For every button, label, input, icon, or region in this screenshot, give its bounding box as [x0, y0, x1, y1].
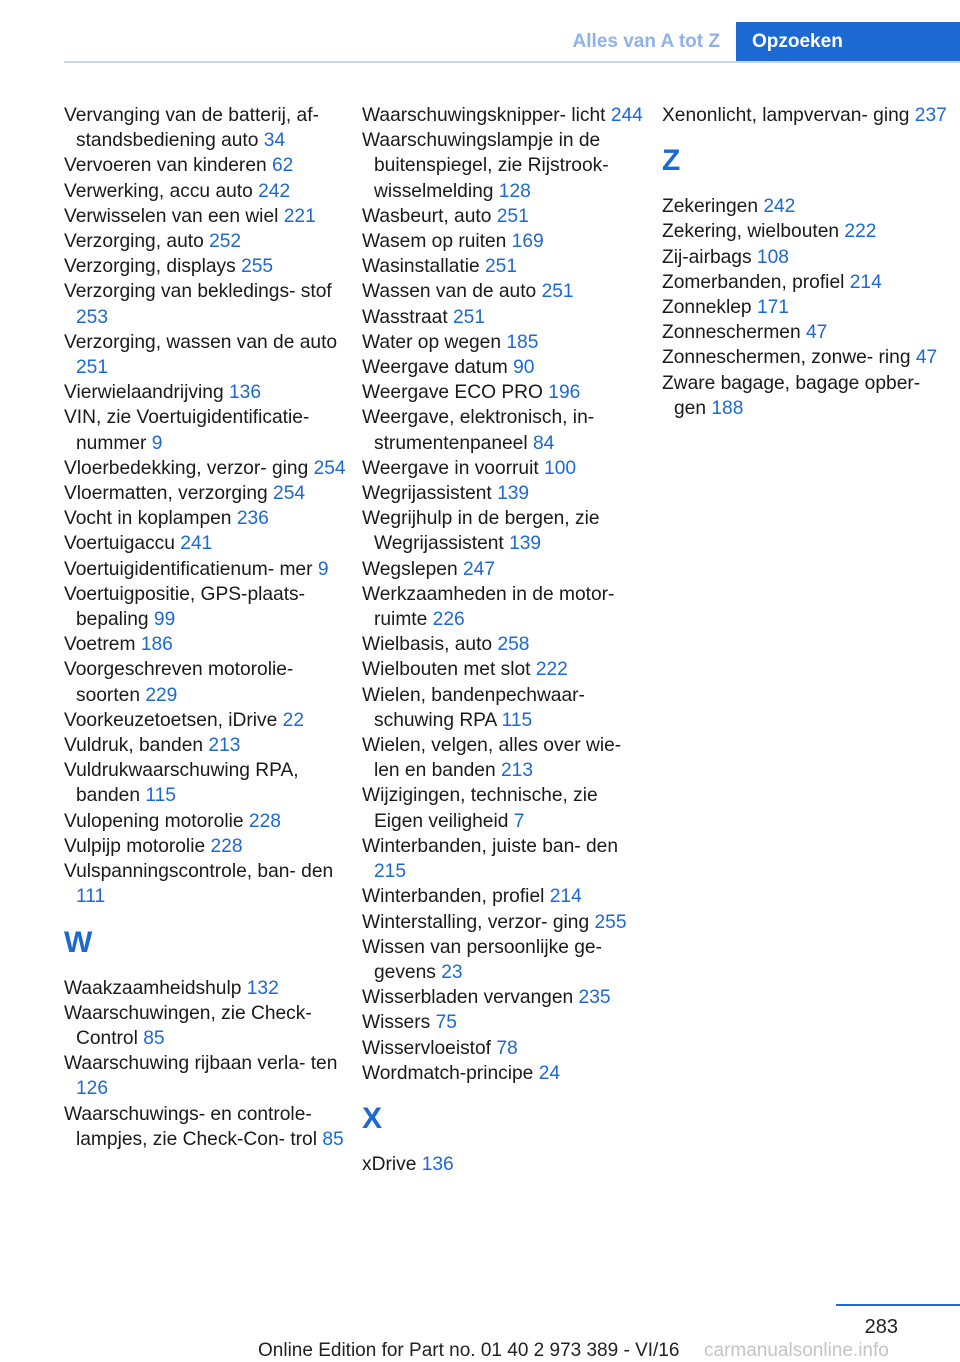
index-page-link[interactable]: 186: [140, 634, 173, 656]
index-entry: [64, 632, 354, 657]
index-entry-term: Verzorging, wassen van de auto: [64, 331, 338, 353]
index-entry-term: Vervanging van de batterij, af- standsbediening auto: [64, 105, 319, 152]
index-page-link[interactable]: 34: [263, 130, 286, 152]
index-entry: [662, 194, 952, 219]
index-entry: [662, 219, 952, 244]
index-entry-term: Voertuigaccu: [64, 533, 175, 555]
index-entry: [362, 254, 652, 279]
index-entry-term: Vulspanningscontrole, ban- den: [64, 861, 334, 883]
index-entry: [64, 582, 354, 632]
index-page-link[interactable]: 47: [915, 347, 938, 369]
index-page-link[interactable]: 244: [610, 105, 643, 126]
index-page-link[interactable]: 251: [76, 357, 109, 379]
index-column-1: [64, 103, 354, 1152]
index-entry: [64, 204, 354, 229]
index-entry: [362, 733, 652, 783]
index-page-link[interactable]: 228: [210, 835, 243, 857]
index-entry-term: Wassen van de auto: [362, 281, 537, 303]
index-page-link[interactable]: 237: [914, 105, 947, 126]
index-entry: [64, 481, 354, 506]
index-entry-term: Wielen, velgen, alles over wie- len en banden: [362, 735, 622, 782]
index-entry-term: Zonneklep: [662, 297, 752, 319]
index-entry: [64, 506, 354, 531]
index-entry: [362, 380, 652, 405]
index-page-link[interactable]: 126: [76, 1078, 109, 1100]
index-page-link[interactable]: 9: [151, 432, 163, 454]
index-entry-term: Waakzaamheidshulp: [64, 977, 242, 999]
index-page-link[interactable]: 62: [272, 155, 294, 177]
index-page-link[interactable]: 252: [209, 231, 242, 253]
index-entry: [64, 708, 354, 733]
index-entry-term: Vulpijp motorolie: [64, 835, 206, 857]
index-entry-term: Verzorging, displays: [64, 256, 236, 278]
index-page-link[interactable]: 136: [228, 382, 261, 404]
index-entry: [64, 1001, 354, 1051]
index-entry: [362, 279, 652, 304]
tab-opzoeken[interactable]: Opzoeken: [736, 22, 960, 62]
index-entry: [64, 657, 354, 707]
index-entry-term: Vulopening motorolie: [64, 810, 244, 832]
index-entry: [64, 229, 354, 254]
footer-divider: [836, 1304, 960, 1306]
index-entry-term: Zonneschermen, zonwe- ring: [662, 347, 911, 369]
index-page-link[interactable]: 251: [485, 256, 518, 278]
index-page-link[interactable]: 115: [145, 785, 176, 807]
index-entry-term: Wijzigingen, technische, zie Eigen veiligheid: [362, 785, 598, 832]
index-letter-heading: W: [64, 925, 93, 959]
index-page-link[interactable]: 24: [538, 1062, 561, 1084]
index-entry: [362, 884, 652, 909]
page-number: 283: [864, 1316, 898, 1338]
index-entry-term: Waarschuwings- en controle- lampjes, zie Check-Con- trol: [64, 1103, 317, 1150]
index-page-link[interactable]: 255: [594, 911, 627, 933]
index-column-2: [362, 103, 652, 1177]
index-entry: [362, 506, 652, 556]
index-entry-term: xDrive: [362, 1153, 417, 1175]
index-page-link[interactable]: 47: [806, 322, 828, 344]
index-page-link[interactable]: 136: [421, 1153, 454, 1175]
index-entry-term: Zekering, wielbouten: [662, 221, 840, 243]
index-entry: [662, 371, 952, 421]
index-entry: [64, 405, 354, 455]
index-entry: [64, 380, 354, 405]
index-entry-term: Zonneschermen: [662, 322, 801, 344]
index-page-link[interactable]: 171: [756, 297, 789, 319]
index-page-link[interactable]: 254: [313, 457, 346, 479]
index-entry-term: Voetrem: [64, 634, 136, 656]
index-page-link[interactable]: 128: [498, 180, 531, 202]
index-page-link[interactable]: 226: [432, 609, 465, 631]
index-entry-term: Werkzaamheden in de motor- ruimte: [362, 583, 615, 631]
index-page-link[interactable]: 100: [544, 457, 577, 479]
index-entry: [362, 456, 652, 481]
index-entry-term: Weergave ECO PRO: [362, 382, 543, 404]
index-page-link[interactable]: 255: [241, 256, 274, 278]
index-entry-term: Verwerking, accu auto: [64, 180, 253, 202]
index-entry: [64, 1102, 354, 1152]
index-entry-term: Waarschuwing rijbaan verla- ten: [64, 1053, 338, 1075]
index-page-link[interactable]: 214: [849, 271, 882, 293]
index-entry: [362, 910, 652, 935]
index-page-link[interactable]: 169: [511, 231, 544, 253]
index-entry-term: Weergave, elektronisch, in- strumentenpaneel: [362, 407, 595, 454]
index-page-link[interactable]: 222: [844, 221, 877, 243]
index-entry-term: Zware bagage, bagage opber- gen: [662, 372, 921, 419]
index-page-link[interactable]: 115: [501, 709, 533, 731]
index-entry-term: Verzorging van bekledings- stof: [64, 281, 332, 303]
index-entry: [64, 531, 354, 556]
index-entry: [362, 355, 652, 380]
index-page-link[interactable]: 85: [143, 1027, 165, 1049]
index-entry-term: Wasinstallatie: [362, 256, 480, 278]
index-page-link[interactable]: 215: [374, 861, 407, 883]
header-tabs: [548, 22, 960, 62]
header-divider: [64, 61, 960, 63]
index-entry-term: Wisserbladen vervangen: [362, 987, 574, 1009]
index-entry-term: Waarschuwingslampje in de buitenspiegel, zie Rijstrook- wisselmelding: [362, 130, 609, 202]
index-entry-term: Wasem op ruiten: [362, 231, 507, 253]
index-entry-term: Wasstraat: [362, 306, 448, 328]
index-letter-heading: X: [362, 1101, 383, 1135]
index-page-link[interactable]: 251: [453, 306, 486, 328]
index-entry-term: Wielbasis, auto: [362, 634, 493, 656]
index-entry: [362, 632, 652, 657]
index-entry-term: Waarschuwingen, zie Check- Control: [64, 1002, 312, 1049]
index-page-link[interactable]: 222: [535, 659, 568, 681]
index-page-link[interactable]: 251: [496, 205, 529, 227]
index-entry: [64, 279, 354, 329]
index-entry-term: Vierwielaandrijving: [64, 382, 224, 404]
index-entry-term: Winterstalling, verzor- ging: [362, 911, 590, 933]
index-entry-term: Wielbouten met slot: [362, 659, 531, 681]
index-entry-term: Vocht in koplampen: [64, 508, 232, 530]
index-entry: [362, 657, 652, 682]
index-entry-term: Verwisselen van een wiel: [64, 205, 279, 227]
index-entry-term: Verzorging, auto: [64, 231, 204, 253]
index-page-link[interactable]: 90: [513, 357, 535, 379]
index-entry-term: Zekeringen: [662, 196, 758, 218]
index-entry: [662, 270, 952, 295]
index-page-link[interactable]: 111: [76, 886, 106, 908]
index-entry-term: Weergave datum: [362, 357, 508, 379]
index-entry-term: Zomerbanden, profiel: [662, 271, 845, 293]
index-entry: [362, 985, 652, 1010]
index-page-link[interactable]: 196: [548, 382, 581, 404]
index-entry-term: Vloerbedekking, verzor- ging: [64, 457, 309, 479]
index-entry-term: Wordmatch-principe: [362, 1062, 534, 1084]
index-page-link[interactable]: 185: [506, 331, 539, 353]
index-page-link[interactable]: 9: [317, 558, 329, 580]
index-entry-term: Vervoeren van kinderen: [64, 155, 267, 177]
index-page-link[interactable]: 84: [532, 432, 555, 454]
index-page-link[interactable]: 85: [322, 1128, 344, 1150]
watermark-text: carmanualsonline.info: [704, 1340, 889, 1361]
edition-note: Online Edition for Part no. 01 40 2 973 389 - VI/16: [258, 1340, 680, 1361]
index-entry: [64, 330, 354, 380]
index-page-link[interactable]: 242: [763, 196, 796, 218]
index-entry-term: Winterbanden, juiste ban- den: [362, 835, 618, 857]
index-entry-term: Voorgeschreven motorolie- soorten: [64, 659, 294, 706]
index-page-link[interactable]: 139: [509, 533, 542, 555]
index-entry-term: Zij-airbags: [662, 246, 752, 268]
index-entry: [64, 834, 354, 859]
index-entry: [662, 345, 952, 370]
index-entry: [362, 834, 652, 884]
index-page-link[interactable]: 242: [258, 180, 291, 202]
index-entry-term: Wisservloeistof: [362, 1037, 492, 1059]
index-entry-term: Voertuigidentificatienum- mer: [64, 558, 313, 580]
index-entry: [662, 245, 952, 270]
index-entry: [64, 153, 354, 178]
index-entry-term: Voorkeuzetoetsen, iDrive: [64, 709, 278, 731]
index-entry-term: Vuldrukwaarschuwing RPA, banden: [64, 760, 299, 807]
index-entry: [362, 1061, 652, 1086]
index-entry: [362, 1152, 652, 1177]
index-entry: [362, 935, 652, 985]
index-entry: [662, 103, 952, 128]
index-entry-term: Wissers: [362, 1012, 431, 1034]
index-entry: [64, 733, 354, 758]
index-entry-term: Voertuigpositie, GPS-plaats- bepaling: [64, 583, 306, 631]
index-page-link[interactable]: 251: [541, 281, 574, 303]
index-page-link[interactable]: 258: [497, 634, 530, 656]
index-page-link[interactable]: 99: [153, 609, 176, 631]
index-entry: [362, 582, 652, 632]
index-entry-term: Wielen, bandenpechwaar- schuwing RPA: [362, 684, 585, 731]
index-entry-term: VIN, zie Voertuigidentificatie- nummer: [64, 407, 310, 454]
index-entry-term: Xenonlicht, lampvervan- ging: [662, 105, 910, 126]
index-page-link[interactable]: 254: [273, 483, 306, 505]
tab-section-title[interactable]: Alles van A tot Z: [548, 22, 736, 62]
index-entry: [362, 1010, 652, 1035]
index-entry: [362, 683, 652, 733]
index-entry: [362, 783, 652, 833]
index-entry-term: Vloermatten, verzorging: [64, 483, 268, 505]
index-entry-term: Wissen van persoonlijke ge- gevens: [362, 936, 602, 983]
index-page-link[interactable]: 221: [283, 205, 316, 227]
index-entry-term: Wegrijhulp in de bergen, zie Wegrijassistent: [362, 508, 600, 555]
index-page-link[interactable]: 241: [180, 533, 213, 555]
index-entry: [362, 128, 652, 204]
index-entry: [362, 103, 652, 128]
index-page-link[interactable]: 188: [711, 397, 744, 419]
index-entry: [662, 295, 952, 320]
index-page-link[interactable]: 253: [76, 306, 109, 328]
index-entry: [662, 320, 952, 345]
index-page-link[interactable]: 23: [441, 961, 463, 983]
index-letter-heading: Z: [662, 144, 681, 178]
index-entry: [64, 859, 354, 909]
index-page-link[interactable]: 235: [578, 987, 611, 1009]
index-page-link[interactable]: 213: [208, 735, 241, 757]
index-column-3: [662, 103, 952, 421]
index-page-link[interactable]: 236: [236, 508, 269, 530]
index-entry-term: Waarschuwingsknipper- licht: [362, 105, 606, 126]
index-page-link[interactable]: 7: [513, 810, 525, 832]
index-page-link[interactable]: 228: [248, 810, 281, 832]
index-page-link[interactable]: 139: [497, 483, 530, 505]
index-entry: [362, 405, 652, 455]
index-entry: [362, 204, 652, 229]
index-entry: [64, 557, 354, 582]
index-entry: [64, 103, 354, 153]
index-page-link[interactable]: 22: [282, 709, 304, 731]
index-entry: [64, 809, 354, 834]
index-entry: [64, 179, 354, 204]
index-entry: [64, 758, 354, 808]
index-entry: [362, 481, 652, 506]
index-entry-term: Water op wegen: [362, 331, 502, 353]
index-entry-term: Weergave in voorruit: [362, 457, 539, 479]
index-page-link[interactable]: 132: [246, 977, 279, 999]
index-page-link[interactable]: 75: [435, 1012, 457, 1034]
index-page-link[interactable]: 214: [549, 886, 582, 908]
index-entry: [64, 254, 354, 279]
index-entry-term: Wasbeurt, auto: [362, 205, 492, 227]
index-page-link[interactable]: 213: [500, 760, 533, 782]
index-entry: [362, 330, 652, 355]
index-entry: [362, 1036, 652, 1061]
index-entry: [64, 1051, 354, 1101]
index-entry: [362, 305, 652, 330]
index-entry: [362, 229, 652, 254]
index-entry-term: Winterbanden, profiel: [362, 886, 545, 908]
index-page-link[interactable]: 229: [145, 684, 178, 706]
index-entry: [64, 456, 354, 481]
index-page-link[interactable]: 108: [756, 246, 789, 268]
index-page-link[interactable]: 78: [496, 1037, 518, 1059]
index-page-link[interactable]: 247: [463, 558, 496, 580]
index-entry-term: Wegslepen: [362, 558, 458, 580]
index-entry: [64, 976, 354, 1001]
index-entry-term: Vuldruk, banden: [64, 735, 204, 757]
index-entry-term: Wegrijassistent: [362, 483, 492, 505]
index-entry: [362, 557, 652, 582]
